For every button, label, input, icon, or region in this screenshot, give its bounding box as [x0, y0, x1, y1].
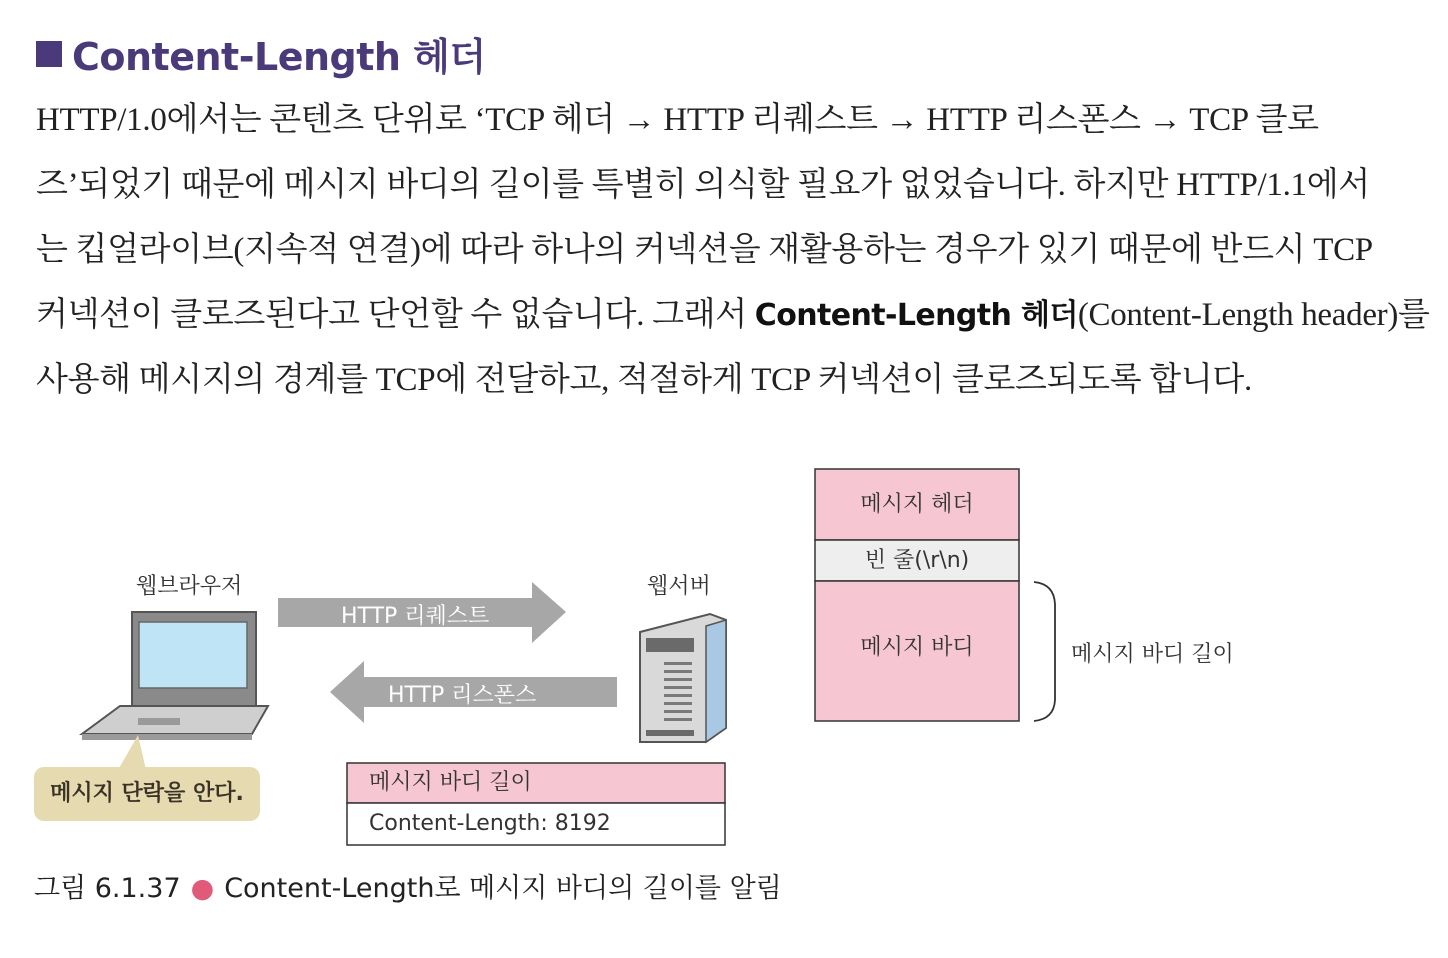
message-body-label: 메시지 바디 [860, 635, 974, 660]
paragraph-line: 즈’되었기 때문에 메시지 바디의 길이를 특별히 의식할 필요가 없었습니다. 하지만 HTTP/1.1에서 [36, 167, 1370, 203]
paragraph-line: 는 킵얼라이브(지속적 연결)에 따라 하나의 커넥션을 재활용하는 경우가 있기 때문에 반드시 TCP [36, 232, 1373, 268]
bubble-pointer [118, 735, 146, 770]
response-label: HTTP 리스폰스 [388, 683, 537, 708]
caption-text: Content-Length로 메시지 바디의 길이를 알림 [224, 873, 782, 904]
browser-label: 웹브라우저 [136, 574, 243, 599]
server-icon [640, 614, 726, 742]
server-label: 웹서버 [647, 574, 711, 599]
brace-icon [1034, 582, 1055, 721]
section-title: Content-Length 헤더 [72, 35, 486, 79]
request-label: HTTP 리퀘스트 [341, 604, 490, 629]
bullet-dot-icon: ● [190, 873, 215, 904]
bold-term: Content-Length 헤더 [754, 298, 1078, 333]
header-box-title: 메시지 바디 길이 [369, 770, 532, 795]
paragraph-text: (Content-Length header)를 [1077, 297, 1430, 333]
body-length-label: 메시지 바디 길이 [1071, 642, 1234, 667]
paragraph-line: HTTP/1.0에서는 콘텐츠 단위로 ‘TCP 헤더 → HTTP 리퀘스트 → HTTP 리스폰스 → TCP 클로 [36, 102, 1319, 138]
message-header-label: 메시지 헤더 [860, 492, 974, 517]
header-box-value: Content-Length: 8192 [369, 811, 611, 836]
laptop-icon [82, 612, 268, 740]
figure-caption [34, 866, 782, 905]
blank-line-label: 빈 줄(\r\n) [864, 548, 970, 573]
paragraph-text: 커넥션이 클로즈된다고 단언할 수 없습니다. 그래서 [36, 297, 755, 333]
paragraph-line: 사용해 메시지의 경계를 TCP에 전달하고, 적절하게 TCP 커넥션이 클로즈되도록 합니다. [36, 362, 1252, 398]
figure-number: 그림 6.1.37 [34, 873, 181, 904]
speech-bubble: 메시지 단락을 안다. [34, 767, 260, 821]
